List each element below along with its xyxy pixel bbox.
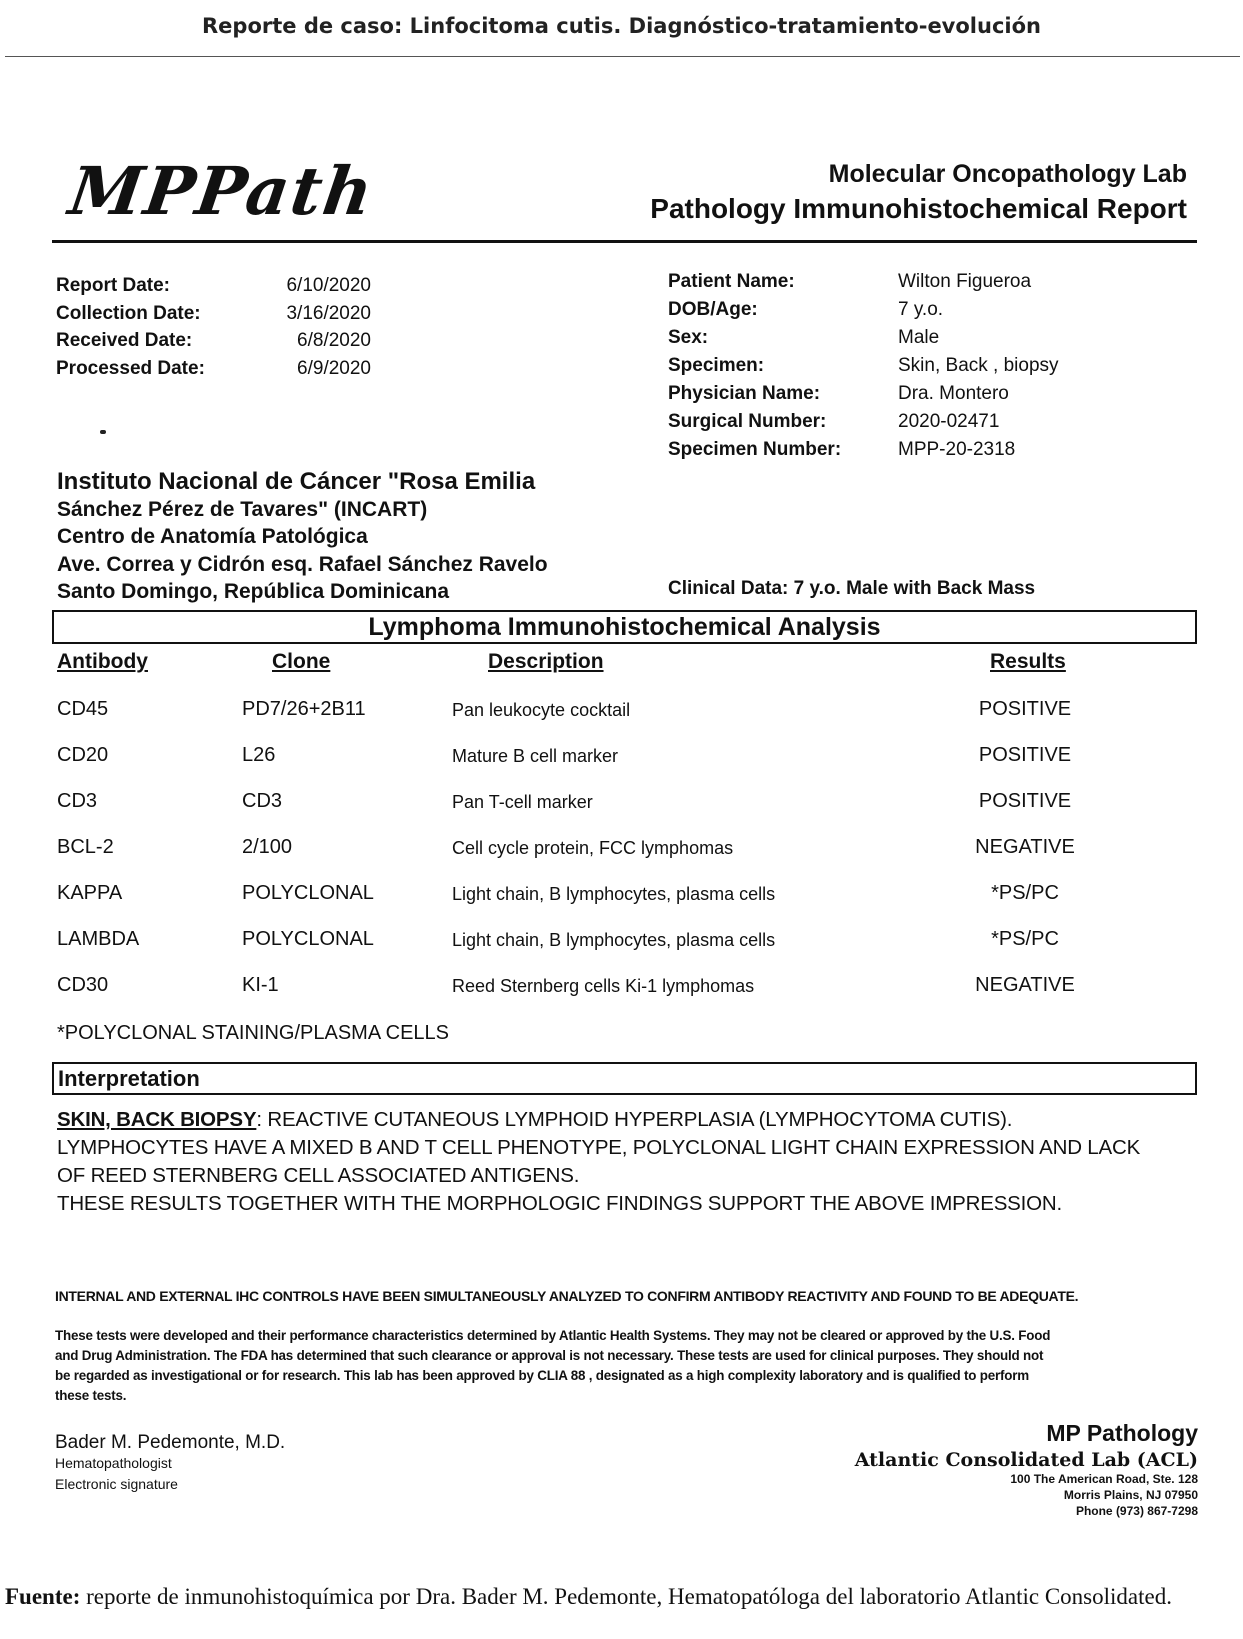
cell-result: POSITIVE bbox=[978, 698, 1072, 720]
cell-description: Light chain, B lymphocytes, plasma cells bbox=[452, 930, 776, 950]
lab-sign-name: MP Pathology bbox=[1046, 1420, 1198, 1446]
patient-value: Male bbox=[898, 327, 940, 348]
disclaimer-line: be regarded as investigational or for research. This lab has been approved by CLIA 88 , designated as a high complexity laboratory and is qualified to perform bbox=[55, 1368, 1029, 1383]
patient-value: MPP-20-2318 bbox=[898, 439, 1016, 460]
patient-row bbox=[668, 352, 1059, 380]
page-header: Reporte de caso: Linfocitoma cutis. Diagnóstico-tratamiento-evolución bbox=[202, 14, 1041, 38]
institute-line: Santo Domingo, República Dominicana bbox=[57, 580, 450, 603]
cell-result: POSITIVE bbox=[978, 790, 1072, 812]
cell-result: NEGATIVE bbox=[975, 836, 1075, 858]
cell-antibody: LAMBDA bbox=[57, 928, 140, 950]
lab-sign-city: Morris Plains, NJ 07950 bbox=[1063, 1488, 1198, 1502]
date-label: Report Date: bbox=[56, 275, 171, 296]
cell-clone: KI-1 bbox=[242, 974, 279, 996]
interpretation-title: Interpretation bbox=[52, 1062, 1197, 1095]
date-label: Collection Date: bbox=[56, 302, 201, 324]
date-value: 6/8/2020 bbox=[297, 330, 371, 351]
interpretation-line: : REACTIVE CUTANEOUS LYMPHOID HYPERPLASIA (LYMPHOCYTOMA CUTIS). bbox=[256, 1108, 1013, 1131]
table-row bbox=[0, 744, 1243, 788]
interpretation-text bbox=[57, 1106, 1207, 1218]
patient-label: Patient Name: bbox=[668, 271, 795, 292]
lab-title bbox=[650, 160, 1187, 225]
table-row bbox=[0, 928, 1243, 972]
cell-clone: POLYCLONAL bbox=[242, 928, 374, 950]
lab-sign-phone: Phone (973) 867-7298 bbox=[1075, 1504, 1198, 1518]
institute-line: Centro de Anatomía Patológica bbox=[57, 525, 368, 548]
cell-clone: L26 bbox=[242, 744, 276, 766]
lab-sign-block bbox=[855, 1420, 1198, 1519]
patient-value: Skin, Back , biopsy bbox=[898, 355, 1059, 376]
date-value: 6/10/2020 bbox=[286, 275, 371, 296]
patient-row bbox=[668, 436, 1059, 464]
patient-row bbox=[668, 408, 1059, 436]
signer-signature: Electronic signature bbox=[55, 1476, 178, 1492]
patient-label: Surgical Number: bbox=[668, 411, 827, 432]
cell-antibody: CD3 bbox=[57, 790, 98, 812]
patient-row bbox=[668, 380, 1059, 408]
date-value: 3/16/2020 bbox=[286, 302, 371, 324]
cell-description: Light chain, B lymphocytes, plasma cells bbox=[452, 884, 776, 904]
dates-block bbox=[56, 272, 371, 382]
col-antibody: Antibody bbox=[57, 650, 148, 673]
table-row bbox=[0, 698, 1243, 742]
source-text: reporte de inmunohistoquímica por Dra. Bader M. Pedemonte, Hematopatóloga del laboratorio Atlantic Consolidated. bbox=[80, 1584, 1172, 1609]
col-clone: Clone bbox=[272, 650, 331, 673]
patient-row bbox=[668, 268, 1059, 296]
cell-clone: CD3 bbox=[242, 790, 283, 812]
patient-label: Specimen Number: bbox=[668, 439, 842, 460]
stray-mark bbox=[100, 430, 106, 434]
cell-antibody: BCL-2 bbox=[57, 836, 114, 858]
cell-result: *PS/PC bbox=[991, 928, 1059, 950]
lab-name: Molecular Oncopathology Lab bbox=[828, 160, 1187, 188]
cell-clone: POLYCLONAL bbox=[242, 882, 374, 904]
date-row bbox=[56, 355, 371, 383]
col-results: Results bbox=[990, 650, 1066, 673]
patient-label: Specimen: bbox=[668, 355, 765, 376]
cell-description: Reed Sternberg cells Ki-1 lymphomas bbox=[452, 976, 755, 996]
table-row bbox=[0, 882, 1243, 926]
cell-clone: 2/100 bbox=[242, 836, 293, 858]
institute-address bbox=[57, 468, 548, 606]
table-row bbox=[0, 836, 1243, 880]
date-label: Received Date: bbox=[56, 330, 193, 351]
patient-label: DOB/Age: bbox=[668, 299, 758, 320]
fda-disclaimer bbox=[55, 1326, 1195, 1406]
interpretation-line: OF REED STERNBERG CELL ASSOCIATED ANTIGENS. bbox=[57, 1164, 580, 1187]
patient-value: Wilton Figueroa bbox=[898, 271, 1032, 292]
cell-result: NEGATIVE bbox=[975, 974, 1075, 996]
disclaimer-line: These tests were developed and their performance characteristics determined by Atlantic Health Systems. They may not be cleared or approved by the U.S. Food bbox=[55, 1328, 1051, 1343]
disclaimer-line: and Drug Administration. The FDA has determined that such clearance or approval is not necessary. These tests are used for clinical purposes. They should not bbox=[55, 1348, 1044, 1363]
date-row bbox=[56, 300, 371, 328]
clinical-data: Clinical Data: 7 y.o. Male with Back Mass bbox=[668, 578, 1036, 599]
title-rule bbox=[52, 240, 1197, 243]
cell-antibody: CD30 bbox=[57, 974, 109, 996]
patient-label: Sex: bbox=[668, 327, 709, 348]
date-row bbox=[56, 327, 371, 355]
analysis-title: Lymphoma Immunohistochemical Analysis bbox=[52, 610, 1197, 644]
disclaimer-line: these tests. bbox=[55, 1388, 127, 1403]
date-row bbox=[56, 272, 371, 300]
controls-note: INTERNAL AND EXTERNAL IHC CONTROLS HAVE BEEN SIMULTANEOUSLY ANALYZED TO CONFIRM ANTIBODY REACTIVITY AND FOUND TO BE ADEQUATE. bbox=[55, 1288, 1079, 1304]
patient-value: 7 y.o. bbox=[898, 299, 944, 320]
cell-antibody: CD20 bbox=[57, 744, 109, 766]
cell-result: POSITIVE bbox=[978, 744, 1072, 766]
interpretation-line: THESE RESULTS TOGETHER WITH THE MORPHOLOGIC FINDINGS SUPPORT THE ABOVE IMPRESSION. bbox=[57, 1192, 1062, 1215]
signer-block bbox=[55, 1432, 285, 1495]
cell-description: Pan leukocyte cocktail bbox=[452, 700, 631, 720]
source-label: Fuente: bbox=[5, 1584, 81, 1609]
table-footnote: *POLYCLONAL STAINING/PLASMA CELLS bbox=[57, 1022, 449, 1044]
patient-value: 2020-02471 bbox=[898, 411, 1000, 432]
table-row bbox=[0, 974, 1243, 1018]
patient-block bbox=[668, 268, 1059, 464]
cell-antibody: CD45 bbox=[57, 698, 109, 720]
date-label: Processed Date: bbox=[56, 357, 205, 379]
report-title: Pathology Immunohistochemical Report bbox=[650, 193, 1187, 224]
signer-title: Hematopathologist bbox=[55, 1455, 172, 1471]
institute-line: Instituto Nacional de Cáncer "Rosa Emilia bbox=[57, 468, 536, 495]
date-value: 6/9/2020 bbox=[297, 357, 371, 379]
col-description: Description bbox=[488, 650, 604, 673]
cell-description: Cell cycle protein, FCC lymphomas bbox=[452, 838, 734, 858]
interpretation-lead: SKIN, BACK BIOPSY bbox=[57, 1108, 257, 1131]
cell-result: *PS/PC bbox=[991, 882, 1059, 904]
source-caption bbox=[5, 1584, 1238, 1610]
table-row bbox=[0, 790, 1243, 834]
mppath-logo: MPPath bbox=[64, 152, 380, 230]
institute-line: Ave. Correa y Cidrón esq. Rafael Sánchez Ravelo bbox=[57, 552, 548, 576]
patient-row bbox=[668, 296, 1059, 324]
patient-row bbox=[668, 324, 1059, 352]
signer-name: Bader M. Pedemonte, M.D. bbox=[55, 1432, 286, 1453]
lab-sign-subname: Atlantic Consolidated Lab (ACL) bbox=[854, 1449, 1198, 1471]
cell-description: Pan T-cell marker bbox=[452, 792, 593, 812]
patient-label: Physician Name: bbox=[668, 383, 821, 404]
cell-description: Mature B cell marker bbox=[452, 746, 619, 766]
patient-value: Dra. Montero bbox=[898, 383, 1009, 404]
cell-antibody: KAPPA bbox=[57, 882, 123, 904]
lab-sign-address: 100 The American Road, Ste. 128 bbox=[1010, 1472, 1198, 1486]
cell-clone: PD7/26+2B11 bbox=[242, 698, 366, 720]
institute-line: Sánchez Pérez de Tavares" (INCART) bbox=[57, 497, 428, 521]
interpretation-line: LYMPHOCYTES HAVE A MIXED B AND T CELL PHENOTYPE, POLYCLONAL LIGHT CHAIN EXPRESSION AND LACK bbox=[57, 1136, 1141, 1159]
